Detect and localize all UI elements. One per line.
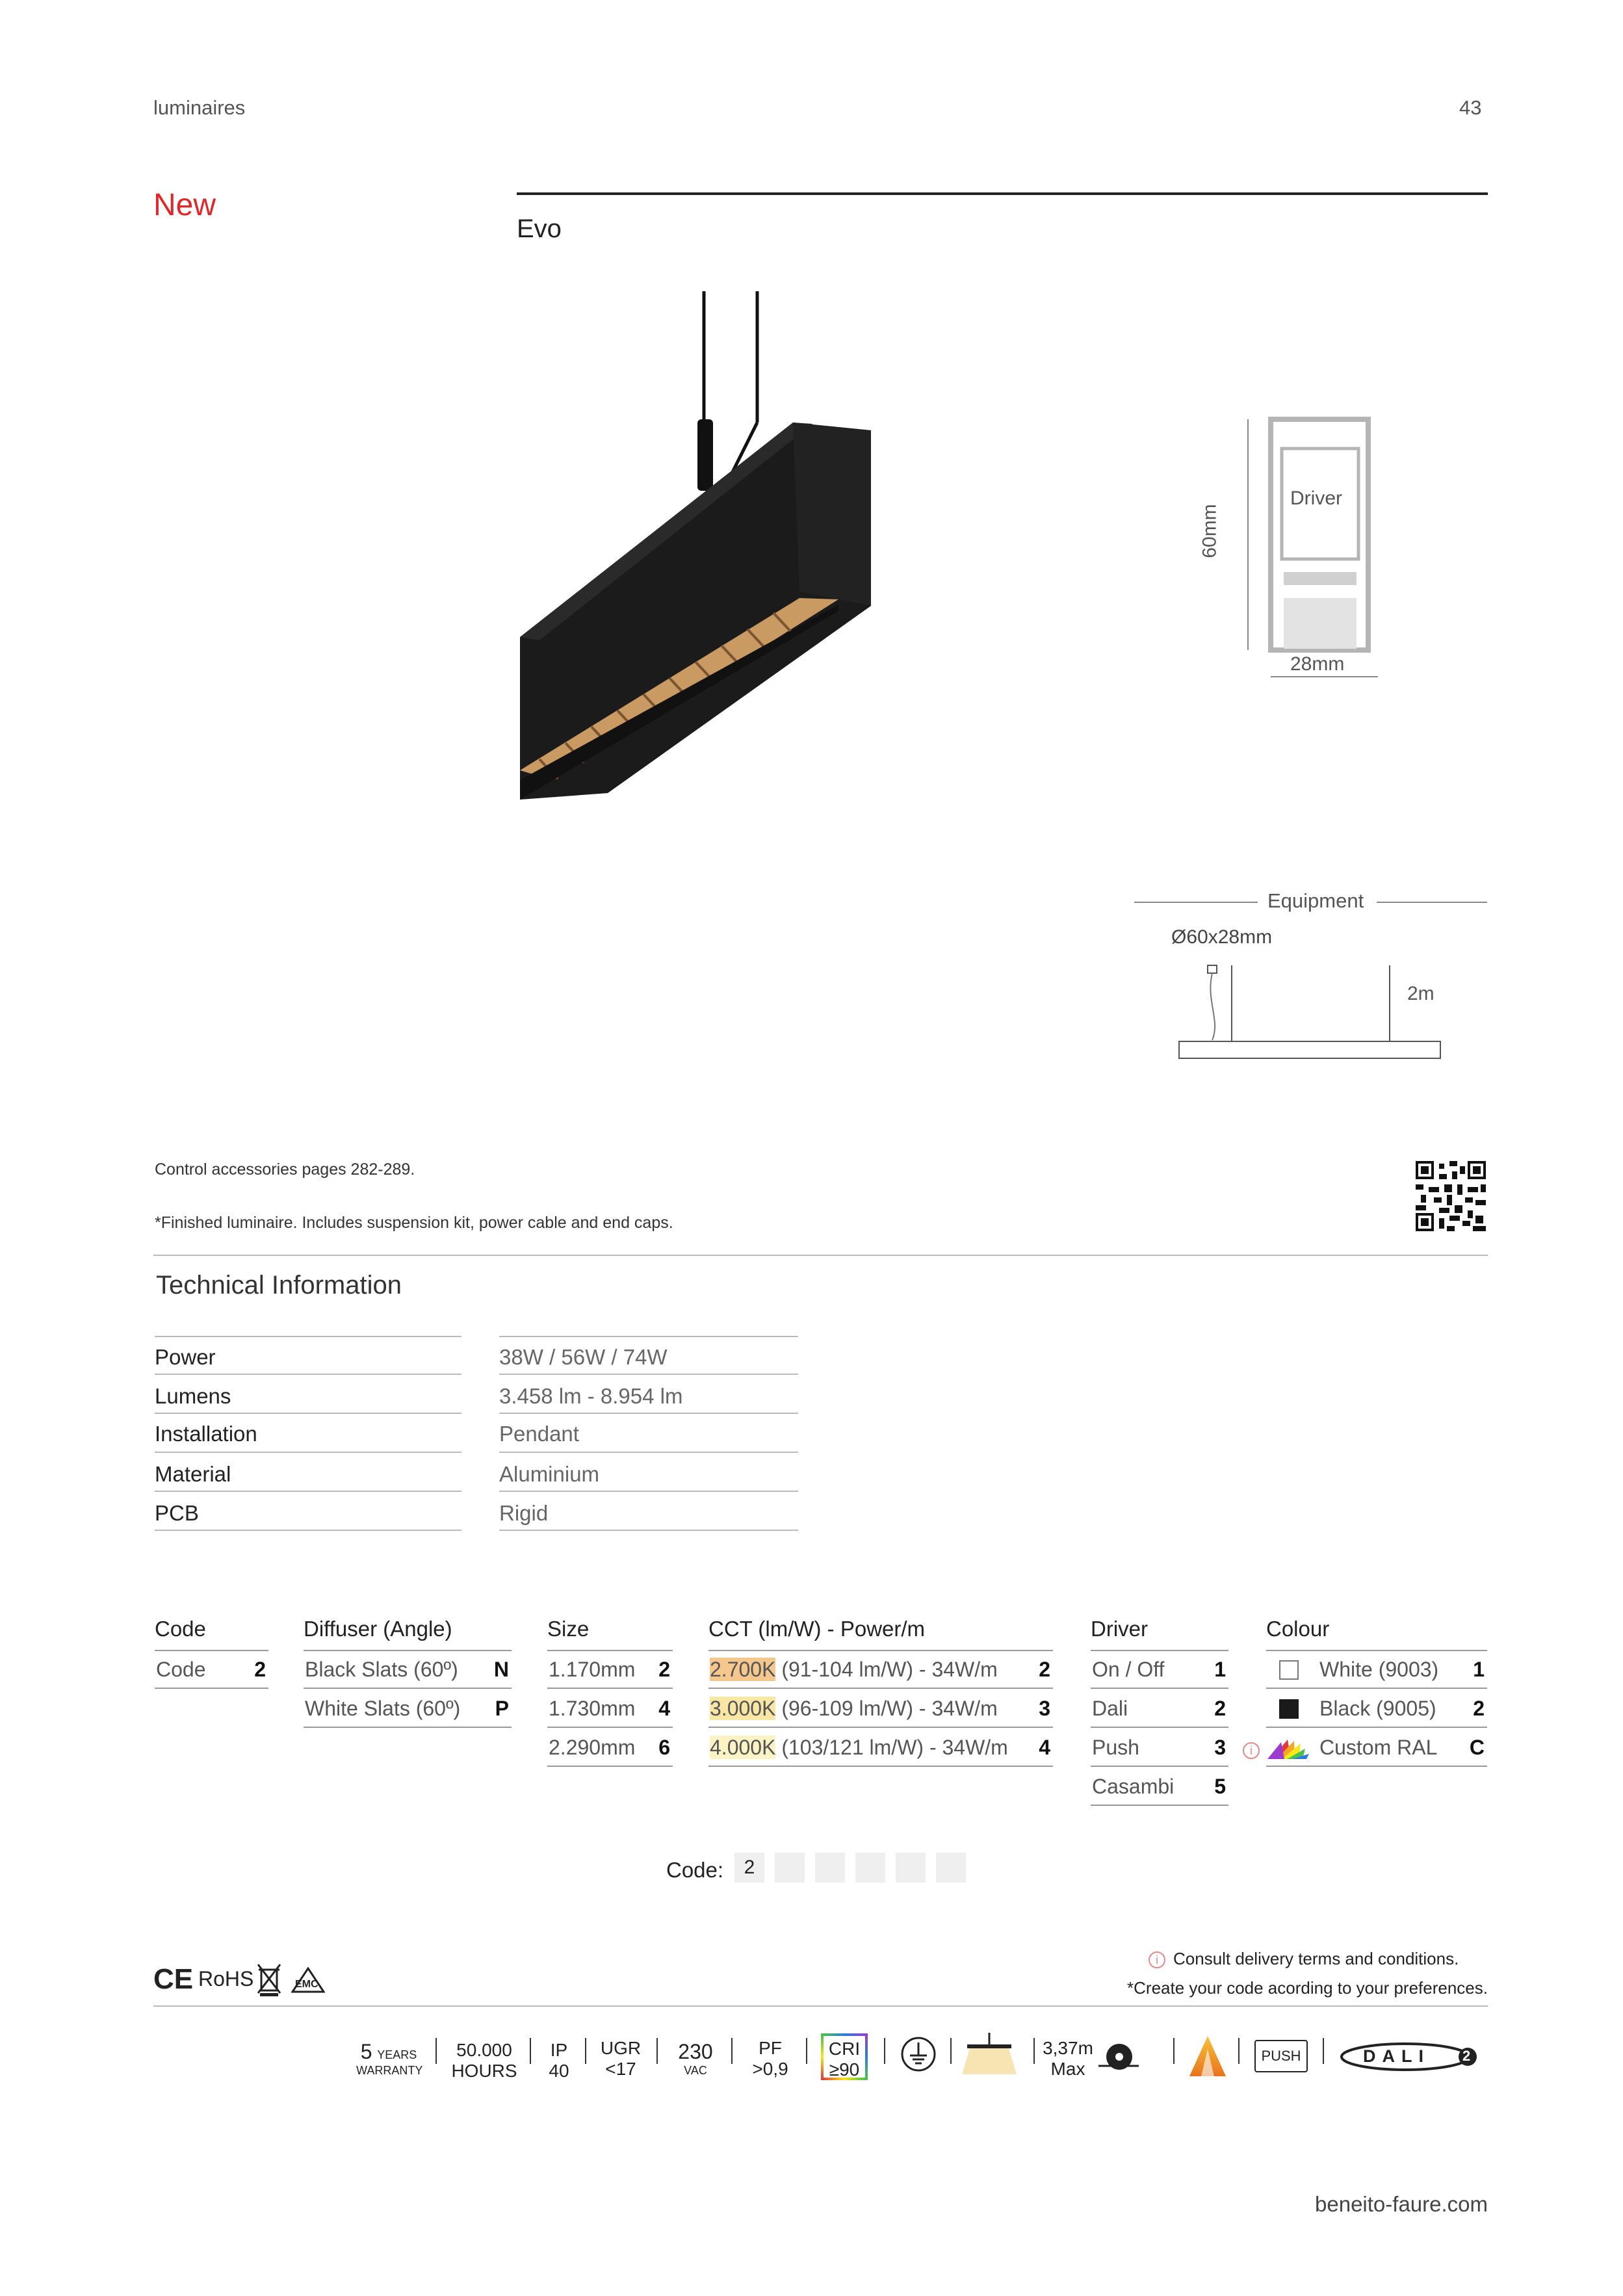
code-slot-5[interactable] bbox=[896, 1853, 926, 1883]
push-badge: PUSH bbox=[1254, 2040, 1308, 2072]
code-option[interactable]: Code 2 bbox=[155, 1651, 268, 1689]
code-slot-3[interactable] bbox=[815, 1853, 845, 1883]
diffuser-option-white[interactable]: White Slats (60º) P bbox=[304, 1690, 512, 1728]
finished-note: *Finished luminaire. Includes suspension kit, power cable and end caps. bbox=[155, 1214, 673, 1232]
ip-rating: IP 40 bbox=[549, 2040, 569, 2081]
info-icon: i bbox=[1243, 1742, 1260, 1759]
white-swatch-icon bbox=[1279, 1660, 1299, 1680]
info-icon: i bbox=[1149, 1951, 1165, 1968]
code-builder-label: Code: bbox=[666, 1858, 724, 1882]
ugr-rating: UGR <17 bbox=[600, 2038, 642, 2080]
delivery-note: Consult delivery terms and conditions. bbox=[1173, 1949, 1459, 1968]
warranty-badge: 5 YEARS WARRANTY bbox=[356, 2040, 423, 2077]
code-slot-2[interactable] bbox=[775, 1853, 805, 1883]
footer-divider bbox=[153, 2005, 1488, 2007]
voltage: 230 VAC bbox=[678, 2040, 713, 2077]
cct-option[interactable]: 2.700K (91-104 lm/W) - 34W/m 2 bbox=[708, 1651, 1053, 1689]
tech-row-label: Installation bbox=[155, 1415, 461, 1453]
emc-mark-icon: EMC bbox=[291, 1967, 325, 1993]
rohs-mark: RoHS bbox=[198, 1967, 254, 1990]
tech-row-value: 38W / 56W / 74W bbox=[499, 1337, 798, 1375]
equipment-diagram bbox=[1170, 962, 1443, 1066]
section-divider bbox=[153, 1255, 1488, 1256]
tech-row-label: Material bbox=[155, 1454, 461, 1492]
tech-row-label: Power bbox=[155, 1337, 461, 1375]
size-header: Size bbox=[547, 1617, 590, 1641]
diffuser-option-black[interactable]: Black Slats (60º) N bbox=[304, 1651, 512, 1689]
driver-option[interactable]: On / Off 1 bbox=[1091, 1651, 1228, 1689]
cct-temp: 4.000K bbox=[710, 1736, 776, 1759]
pendant-light-icon bbox=[962, 2031, 1017, 2076]
tech-row-value: Pendant bbox=[499, 1415, 798, 1453]
size-option[interactable]: 1.170mm 2 bbox=[547, 1651, 673, 1689]
page-number: 43 bbox=[1459, 96, 1482, 119]
equipment-title: Equipment bbox=[1267, 889, 1364, 912]
product-image bbox=[513, 286, 884, 806]
new-badge: New bbox=[153, 188, 216, 222]
tech-row-value: 3.458 lm - 8.954 lm bbox=[499, 1376, 798, 1414]
ral-fan-icon bbox=[1265, 1736, 1310, 1762]
tech-row-label: Lumens bbox=[155, 1376, 461, 1414]
tech-row-value: Rigid bbox=[499, 1493, 798, 1531]
colour-header: Colour bbox=[1266, 1617, 1330, 1641]
ce-mark-icon: CE bbox=[153, 1963, 194, 1995]
tech-title: Technical Information bbox=[156, 1271, 402, 1299]
code-header: Code bbox=[155, 1617, 206, 1641]
cct-temp: 3.000K bbox=[710, 1697, 776, 1720]
colour-option-black[interactable]: Black (9005) 2 bbox=[1266, 1690, 1487, 1728]
weee-bin-icon bbox=[256, 1962, 282, 1997]
product-name: Evo bbox=[517, 215, 562, 243]
width-dimension: 28mm bbox=[1290, 653, 1345, 675]
dali-logo: DALI 2 bbox=[1340, 2042, 1477, 2071]
section-label: luminaires bbox=[153, 96, 246, 119]
driver-option[interactable]: Casambi 5 bbox=[1091, 1768, 1228, 1806]
size-option[interactable]: 1.730mm 4 bbox=[547, 1690, 673, 1728]
diffuser-header: Diffuser (Angle) bbox=[304, 1617, 452, 1641]
cct-temp: 2.700K bbox=[710, 1658, 776, 1681]
black-swatch-icon bbox=[1279, 1699, 1299, 1719]
equipment-rule-right bbox=[1377, 902, 1487, 903]
profile-diagram bbox=[1199, 416, 1384, 676]
height-dimension: 60mm bbox=[1199, 504, 1221, 558]
driver-header: Driver bbox=[1091, 1617, 1148, 1641]
equipment-size: Ø60x28mm bbox=[1171, 926, 1273, 948]
cut-length: 3,37m Max bbox=[1043, 2038, 1093, 2080]
cct-option[interactable]: 4.000K (103/121 lm/W) - 34W/m 4 bbox=[708, 1729, 1053, 1767]
tech-row-label: PCB bbox=[155, 1493, 461, 1531]
size-option[interactable]: 2.290mm 6 bbox=[547, 1729, 673, 1767]
ground-class-icon bbox=[900, 2036, 937, 2072]
driver-option[interactable]: Dali 2 bbox=[1091, 1690, 1228, 1728]
cri-badge: CRI ≥90 bbox=[821, 2033, 868, 2080]
create-code-note: *Create your code acording to your preferences. bbox=[1127, 1978, 1488, 1998]
cct-option[interactable]: 3.000K (96-109 lm/W) - 34W/m 3 bbox=[708, 1690, 1053, 1728]
driver-option[interactable]: Push 3 bbox=[1091, 1729, 1228, 1767]
code-slot-1[interactable]: 2 bbox=[734, 1853, 764, 1883]
code-slot-4[interactable] bbox=[855, 1853, 885, 1883]
lifetime-hours: 50.000 HOURS bbox=[451, 2040, 517, 2081]
code-slot-6[interactable] bbox=[936, 1853, 966, 1883]
qr-code[interactable] bbox=[1416, 1161, 1486, 1231]
cct-header: CCT (lm/W) - Power/m bbox=[708, 1617, 926, 1641]
title-rule bbox=[517, 192, 1488, 195]
colour-option-white[interactable]: White (9003) 1 bbox=[1266, 1651, 1487, 1689]
website[interactable]: beneito-faure.com bbox=[1315, 2192, 1488, 2216]
equipment-rule-left bbox=[1134, 902, 1258, 903]
beam-angle-icon bbox=[1188, 2035, 1227, 2078]
control-note: Control accessories pages 282-289. bbox=[155, 1160, 415, 1179]
tech-row-value: Aluminium bbox=[499, 1454, 798, 1492]
cable-length: 2m bbox=[1407, 983, 1435, 1004]
colour-option-custom[interactable]: Custom RAL C bbox=[1266, 1729, 1487, 1767]
power-factor: PF >0,9 bbox=[752, 2038, 788, 2080]
width-line bbox=[1271, 676, 1378, 677]
saw-blade-icon bbox=[1098, 2040, 1139, 2074]
driver-label: Driver bbox=[1290, 488, 1342, 509]
